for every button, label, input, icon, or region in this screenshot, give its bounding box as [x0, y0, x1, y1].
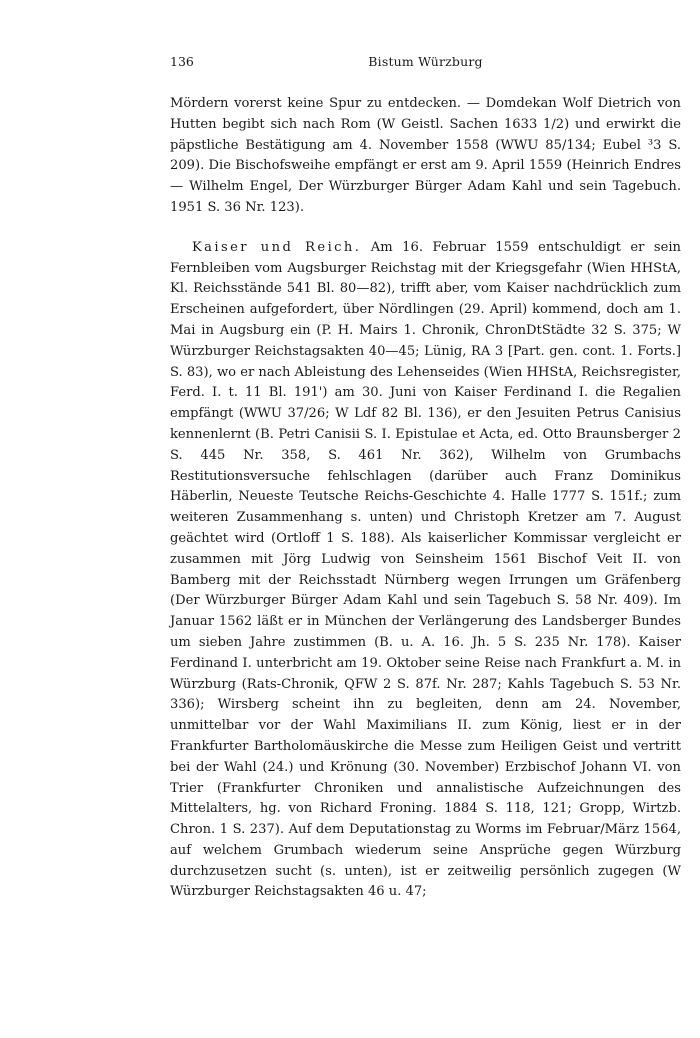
paragraph: [170, 94, 681, 219]
page-number: 136: [170, 54, 194, 69]
paragraph-text: Mördern vorerst keine Spur zu entdecken. — Domdekan Wolf Dietrich von Hutten begibt sich nach Rom (W Geistl. Sachen 1633 1/2) und erwirkt die päpstliche Bestätigung am 4. November 1558 (WWU 85/134; Eubel ³3 S. 209). Die Bischofsweihe empfängt er erst am 9. April 1559 (Heinrich Endres — Wilhelm Engel, Der Würzburger Bürger Adam Kahl und sein Tagebuch. 1951 S. 36 Nr. 123).: [170, 96, 681, 215]
section-heading: Kaiser und Reich.: [192, 239, 362, 255]
paragraph-text: Am 16. Februar 1559 entschuldigt er sein Fernbleiben vom Augsburger Reichstag mit der Kriegsgefahr (Wien HHStA, Kl. Reichsstände 541 Bl. 80—82), trifft aber, vom Kaiser nachdrücklich zum Erscheinen aufgefordert, über Nördlingen (29. April) kommend, doch am 1. Mai in Augsburg ein (P. H. Mairs 1. Chronik, ChronDtStädte 32 S. 375; W Würzburger Reichstagsakten 40—45; Lünig, RA 3 [Part. gen. cont. 1. Forts.] S. 83), wo er nach Ableistung des Lehenseides (Wien HHStA, Reichsregister, Ferd. I. t. 11 Bl. 191') am 30. Juni von Kaiser Ferdinand I. die Regalien empfängt (WWU 37/26; W Ldf 82 Bl. 136), er den Jesuiten Petrus Canisius kennenlernt (B. Petri Canisii S. I. Epistulae et Acta, ed. Otto Braunsberger 2 S. 445 Nr. 358, S. 461 Nr. 362), Wilhelm von Grumbachs Restitutionsversuche fehlschlagen (darüber auch Franz Dominikus Häberlin, Neueste Teutsche Reichs-Geschichte 4. Halle 1777 S. 151f.; zum weiteren Zusammenhang s. unten) und Christoph Kretzer am 7. August geächtet wird (Ortloff 1 S. 188). Als kaiserlicher Kommissar vergleicht er zusammen mit Jörg Ludwig von Seinsheim 1561 Bischof Veit II. von Bamberg mit der Reichsstadt Nürnberg wegen Irrungen um Gräfenberg (Der Würzburger Bürger Adam Kahl und sein Tagebuch S. 58 Nr. 409). Im Januar 1562 läßt er in München der Verlängerung des Landsberger Bundes um sieben Jahre zustimmen (B. u. A. 16. Jh. 5 S. 235 Nr. 178). Kaiser Ferdinand I. unterbricht am 19. Oktober seine Reise nach Frankfurt a. M. in Würzburg (Rats-Chronik, QFW 2 S. 87f. Nr. 287; Kahls Tagebuch S. 53 Nr. 336); Wirsberg scheint ihn zu begleiten, denn am 24. November, unmittelbar vor der Wahl Maximilians II. zum König, liest er in der Frankfurter Bartholomäuskirche die Messe zum Heiligen Geist und vertritt bei der Wahl (24.) und Krönung (30. November) Erzbischof Johann VI. von Trier (Frankfurter Chroniken und annalistische Aufzeichnungen des Mittelalters, hg. von Richard Froning. 1884 S. 118, 121; Gropp, Wirtzb. Chron. 1 S. 237). Auf dem Deputationstag zu Worms im Februar/März 1564, auf welchem Grumbach wiederum seine Ansprüche gegen Würzburg durchzusetzen sucht (s. unten), ist er zeitweilig persönlich zugegen (W Würzburger Reichstagsakten 46 u. 47;: [170, 239, 681, 900]
running-header: [170, 52, 681, 72]
running-title: Bistum Würzburg: [368, 54, 483, 69]
body-text: [170, 94, 681, 903]
paragraph: [170, 238, 681, 904]
document-page: [170, 52, 681, 903]
